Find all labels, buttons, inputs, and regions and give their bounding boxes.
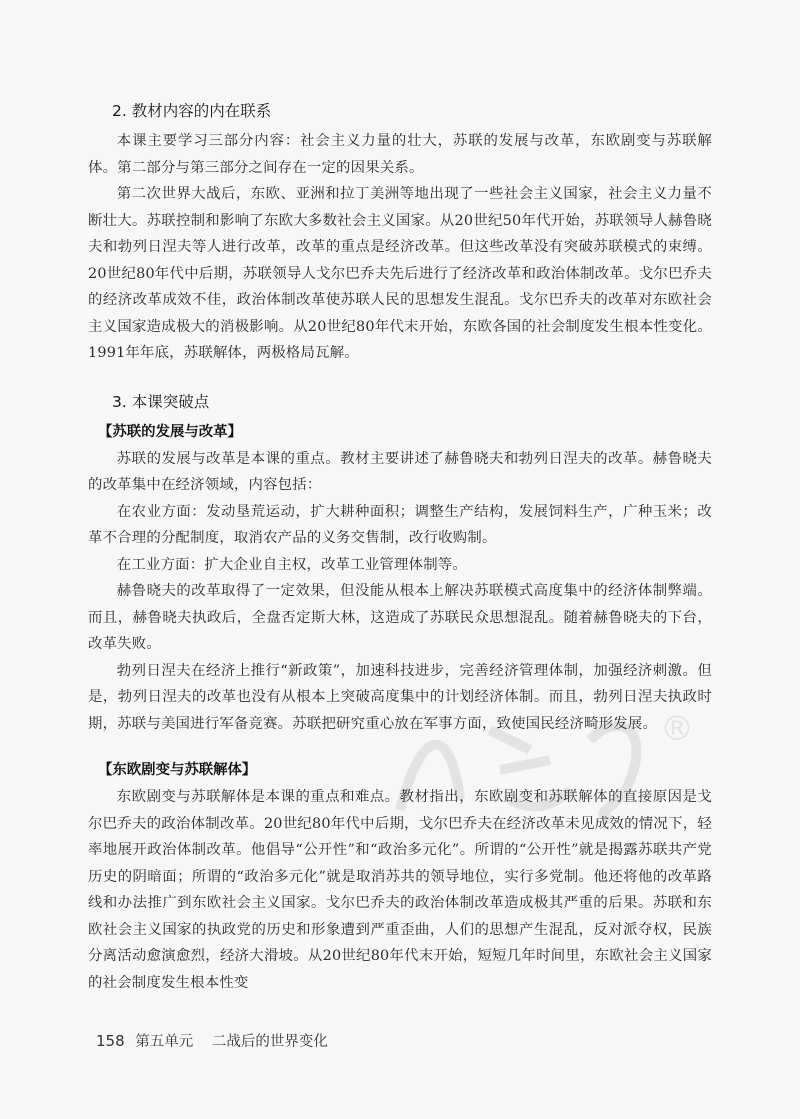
subsection-title-soviet-reform: 【苏联的发展与改革】 bbox=[98, 423, 242, 440]
page-footer bbox=[96, 1030, 328, 1051]
section-heading-inner-connection: 2. 教材内容的内在联系 bbox=[112, 102, 272, 120]
section-heading-breakthrough: 3. 本课突破点 bbox=[112, 392, 210, 411]
unit-title: 二战后的世界变化 bbox=[211, 1034, 328, 1050]
main-content bbox=[88, 98, 712, 996]
paragraph: 苏联的发展与改革是本课的重点。教材主要讲述了赫鲁晓夫和勃列日涅夫的改革。赫鲁晓夫的改革集中在经济领域，内容包括： bbox=[88, 450, 712, 493]
unit-label: 第五单元 bbox=[135, 1034, 194, 1050]
paragraph: 在农业方面：发动垦荒运动，扩大耕种面积；调整生产结构，发展饲料生产，广种玉米；改革不合理的分配制度，取消农产品的义务交售制，改行收购制。 bbox=[88, 503, 712, 546]
registered-mark: ® bbox=[660, 709, 694, 749]
paragraph: 勃列日涅夫在经济上推行“新政策”，加速科技进步，完善经济管理体制，加强经济刺激。但是，勃列日涅夫的改革也没有从根本上突破高度集中的计划经济体制。而且，勃列日涅夫执政时期，苏联与美国进行军备竞赛。苏联把研究重心放在军事方面，致使国民经济畸形发展。 bbox=[88, 662, 712, 732]
paragraph: 在工业方面：扩大企业自主权，改革工业管理体制等。 bbox=[116, 556, 467, 573]
page-number: 158 bbox=[96, 1032, 125, 1050]
paragraph: 第二次世界大战后，东欧、亚洲和拉丁美洲等地出现了一些社会主义国家，社会主义力量不断壮大。苏联控制和影响了东欧大多数社会主义国家。从20世纪50年代开始，苏联领导人赫鲁晓夫和勃列日涅夫等人进行改革，改革的重点是经济改革。但这些改革没有突破苏联模式的束缚。20世纪80年代中后期，苏联领导人戈尔巴乔夫先后进行了经济改革和政治体制改革。戈尔巴乔夫的经济改革成效不佳，政治体制改革使苏联人民的思想发生混乱。戈尔巴乔夫的改革对东欧社会主义国家造成极大的消极影响。从20世纪80年代末开始，东欧各国的社会制度发生根本性变化。1991年年底，苏联解体，两极格局瓦解。 bbox=[88, 186, 712, 361]
paragraph: 本课主要学习三部分内容：社会主义力量的壮大，苏联的发展与改革，东欧剧变与苏联解体。第二部分与第三部分之间存在一定的因果关系。 bbox=[88, 133, 712, 176]
paragraph: 东欧剧变与苏联解体是本课的重点和难点。教材指出，东欧剧变和苏联解体的直接原因是戈尔巴乔夫的政治体制改革。20世纪80年代中后期，戈尔巴乔夫在经济改革未见成效的情况下，轻率地展开政治体制改革。他倡导“公开性”和“政治多元化”。所谓的“公开性”就是揭露苏联共产党历史的阴暗面；所谓的“政治多元化”就是取消苏共的领导地位，实行多党制。他还将他的改革路线和办法推广到东欧社会主义国家。戈尔巴乔夫的政治体制改革造成极其严重的后果。苏联和东欧社会主义国家的执政党的历史和形象遭到严重歪曲，人们的思想产生混乱，反对派夺权，民族分离活动愈演愈烈，经济大滑坡。从20世纪80年代末开始，短短几年时间里，东欧社会主义国家的社会制度发生根本性变 bbox=[88, 789, 712, 991]
subsection-title-eastern-europe: 【东欧剧变与苏联解体】 bbox=[98, 762, 257, 778]
paragraph: 赫鲁晓夫的改革取得了一定效果，但没能从根本上解决苏联模式高度集中的经济体制弊端。而且，赫鲁晓夫执政后，全盘否定斯大林，这造成了苏联民众思想混乱。随着赫鲁晓夫的下台，改革失败。 bbox=[88, 583, 712, 652]
